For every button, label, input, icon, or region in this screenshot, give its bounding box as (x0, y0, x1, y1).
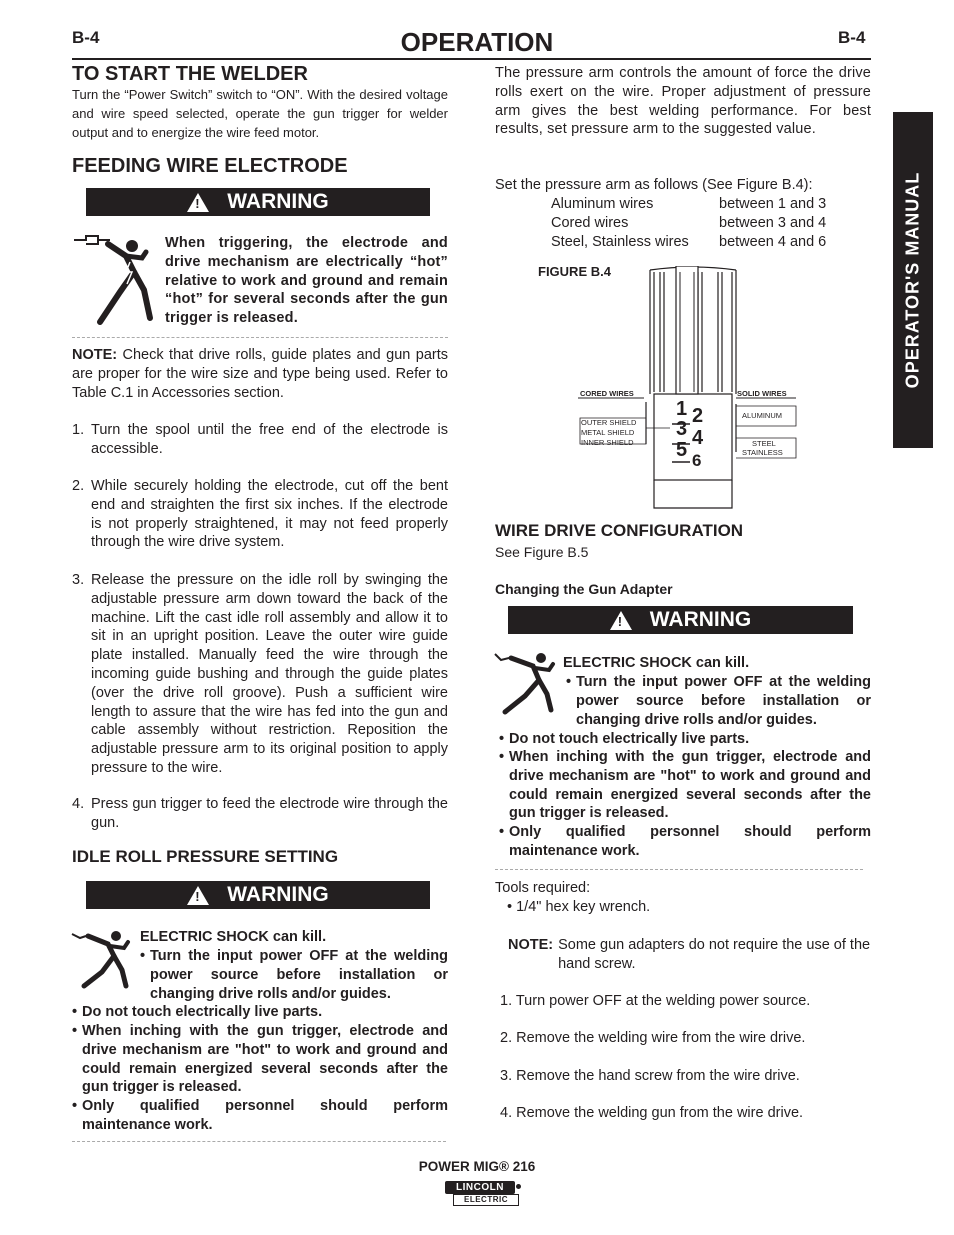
fig-aluminum-label: ALUMINUM (742, 411, 783, 420)
lincoln-electric-logo (443, 1181, 521, 1207)
warning-triangle-icon: ! (187, 886, 209, 905)
table-row: Cored wires between 3 and 4 (551, 214, 827, 231)
pressure-table (551, 195, 826, 251)
idle-bullet-3: • When inching with the gun trigger, electrode and drive mechanism are "hot" to work and ground and could remain energized several seconds after the gun trigger is released. (72, 1023, 448, 1096)
tool-item: • 1/4" hex key wrench. (507, 899, 651, 915)
feeding-warning-text: When triggering, the electrode and drive mechanism are electrically “hot” relative to work and ground and remain “hot” for several seconds after the gun trigger is released. (165, 235, 448, 327)
feeding-heading: FEEDING WIRE ELECTRODE (72, 155, 348, 177)
electric-shock-icon (493, 650, 563, 716)
idle-bullet-4: • Only qualified personnel should perform maintenance work. (72, 1098, 448, 1133)
fig-number-3: 3 (676, 418, 688, 440)
divider (72, 337, 448, 338)
page-number-left: B-4 (72, 28, 100, 47)
fig-number-6: 6 (692, 451, 702, 470)
feeding-steps (72, 421, 448, 459)
header-rule (72, 58, 871, 60)
right-bullet-1: • Turn the input power OFF at the welding power source before installation or changing drive rolls and/or guides. (566, 674, 871, 728)
wdc-see: See Figure B.5 (495, 544, 589, 560)
electric-shock-icon (70, 928, 138, 990)
fig-solid-label: SOLID WIRES (737, 389, 787, 398)
wdc-heading: WIRE DRIVE CONFIGURATION (495, 521, 744, 540)
list-item: 3. Remove the hand screw from the wire drive. (500, 1068, 800, 1084)
warning-label: WARNING (227, 190, 329, 213)
list-item: 4. Press gun trigger to feed the electrode wire through the gun. (72, 796, 448, 831)
tools-heading: Tools required: (495, 880, 591, 896)
page-number-right: B-4 (838, 28, 866, 47)
side-tab-label: OPERATOR'S MANUAL (902, 171, 923, 389)
fig-number-2: 2 (692, 405, 704, 427)
right-note (508, 936, 871, 974)
right-warning-bar (508, 606, 853, 634)
table-row: Steel, Stainless wires between 4 and 6 (551, 233, 827, 250)
page-title: OPERATION (400, 27, 554, 57)
idle-heading: IDLE ROLL PRESSURE SETTING (72, 847, 339, 866)
start-body: Turn the “Power Switch” switch to “ON”. With the desired voltage and wire speed selected, operate the gun trigger for welder output and to energize the wire feed motor. (72, 87, 448, 140)
fig-number-1: 1 (676, 398, 688, 420)
fig-number-4: 4 (692, 427, 704, 449)
idle-shock-text: ELECTRIC SHOCK can kill. (140, 929, 327, 945)
divider (72, 1141, 446, 1142)
note-text: Some gun adapters do not require the use of the hand screw. (558, 937, 871, 972)
fig-outer-label: OUTER SHIELD (581, 418, 637, 427)
warning-label: WARNING (227, 883, 329, 906)
list-item: 2. Remove the welding wire from the wire drive. (500, 1030, 806, 1046)
idle-warning-bar (86, 881, 430, 909)
pressure-intro: The pressure arm controls the amount of force the drive rolls exert on the wire. Proper adjustment of pressure arm gives the best welding performance. For best results, set pressure arm to the suggested value. (495, 65, 871, 138)
idle-bullet-2: • Do not touch electrically live parts. (72, 1004, 323, 1020)
warning-label: WARNING (649, 608, 752, 631)
list-item: 4. Remove the welding gun from the wire drive. (500, 1105, 804, 1121)
right-bullet-4: • Only qualified personnel should perform maintenance work. (499, 824, 871, 859)
fig-inner-label: INNER SHIELD (581, 438, 634, 447)
right-bullet-3: • When inching with the gun trigger, electrode and drive mechanism are "hot" to work and ground and could remain energized several seconds after the gun trigger is released. (499, 749, 871, 822)
logo-bottom: ELECTRIC (453, 1194, 519, 1206)
note-text: Check that drive rolls, guide plates and gun parts are proper for the wire size and type being used. Refer to Table C.1 in Accessories section. (72, 347, 448, 401)
idle-bullet-1: • Turn the input power OFF at the welding power source before installation or changing drive rolls and/or guides. (140, 948, 448, 1002)
fig-stainless-label: STAINLESS (742, 448, 783, 457)
fig-metal-label: METAL SHIELD (581, 428, 635, 437)
right-bullet-2: • Do not touch electrically live parts. (499, 731, 750, 747)
fig-steel-label: STEEL (752, 439, 776, 448)
pressure-set-line: Set the pressure arm as follows (See Figure B.4): (495, 177, 813, 193)
list-item: 2. While securely holding the electrode, cut off the bent end and straighten the first six inches. If the electrode is not properly straightened, it may not feed properly through the wire drive system. (72, 478, 448, 551)
right-shock-text: ELECTRIC SHOCK can kill. (563, 655, 750, 671)
fig-number-5: 5 (676, 439, 688, 461)
electric-shock-icon (72, 232, 162, 328)
table-row: Aluminum wires between 1 and 3 (551, 196, 827, 212)
fig-cored-label: CORED WIRES (580, 389, 634, 398)
list-item: 1. Turn the spool until the free end of the electrode is accessible. (72, 422, 448, 457)
list-item: 1. Turn power OFF at the welding power source. (500, 993, 811, 1009)
feeding-warning-bar (86, 188, 430, 216)
warning-triangle-icon: ! (610, 611, 632, 630)
note-label: NOTE: (508, 937, 554, 953)
start-heading: TO START THE WELDER (72, 63, 308, 85)
footer-product: POWER MIG® 216 (418, 1159, 536, 1174)
divider (495, 869, 863, 870)
changing-heading: Changing the Gun Adapter (495, 581, 673, 597)
note-label: NOTE: (72, 347, 118, 363)
figure-label: FIGURE B.4 (538, 264, 611, 279)
side-tab (893, 112, 933, 448)
logo-dot (516, 1184, 521, 1189)
feeding-note (72, 346, 448, 402)
list-item: 3. Release the pressure on the idle roll by swinging the adjustable pressure arm down toward the back of the machine. Lift the cast idle roll assembly and allow it to sit in an upright position. Leave the outer wire guide plate installed. Manually feed the wire through the incoming guide bushing and through the guide plates (over the drive roll groove). Push a sufficient wire length to assure that the wire has fed into the gun and cable assembly without restriction. Reposition the adjustable pressure arm to its original position to apply pressure to the wire. (72, 572, 448, 776)
pressure-arm-diagram (578, 266, 798, 510)
warning-triangle-icon: ! (187, 193, 209, 212)
logo-top: LINCOLN (445, 1181, 515, 1194)
